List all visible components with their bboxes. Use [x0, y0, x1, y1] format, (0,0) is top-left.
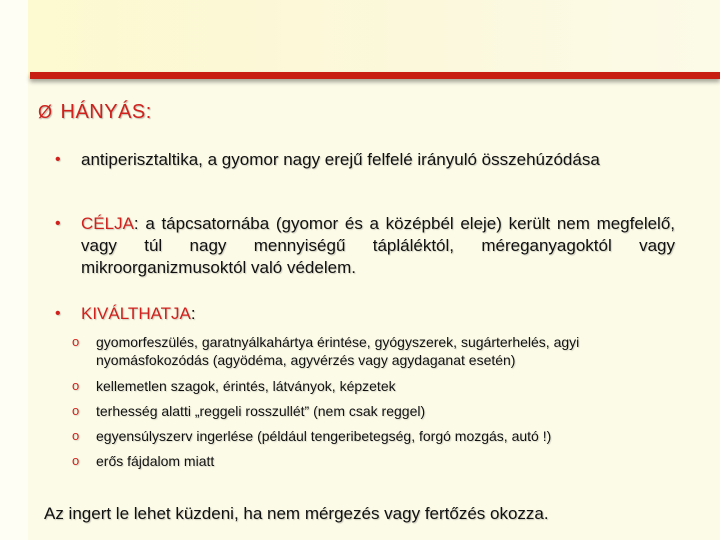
section-heading	[38, 101, 152, 124]
sub-item-text: gyomorfeszülés, garatnyálkahártya érintése, gyógyszerek, sugárterhelés, agyi nyomásfokozódás (agyödéma, agyvérzés vagy agydaganat esetén)	[96, 334, 580, 368]
sub-item-text: egyensúlyszerv ingerlése (például tengeribetegség, forgó mozgás, autó !)	[96, 428, 552, 444]
bullet-item-purpose	[55, 213, 675, 279]
ring-bullet-icon: o	[72, 403, 80, 418]
bullet-dot-icon: •	[55, 151, 61, 168]
bullet-item-definition	[55, 149, 675, 171]
left-strip	[0, 0, 28, 540]
purpose-text: a tápcsatornába (gyomor és a középbél eleje) került nem megfelelő, vagy túl nagy mennyiségű tápláléktól, méreganyagoktól vagy mikroorganizmusoktól való védelem.	[81, 214, 675, 277]
ring-bullet-icon: o	[72, 428, 80, 443]
sub-list-item	[72, 333, 687, 369]
title-divider	[30, 72, 720, 79]
sub-list-item	[72, 452, 687, 470]
arrow-bullet-icon: Ø	[38, 102, 53, 122]
purpose-colon: :	[133, 214, 139, 233]
sub-item-text: terhesség alatti „reggeli rosszullét” (nem csak reggel)	[96, 403, 426, 419]
bullet-dot-icon: •	[55, 305, 61, 322]
sub-list-item	[72, 402, 687, 420]
section-heading-text: HÁNYÁS:	[60, 101, 152, 123]
purpose-label: CÉLJA	[81, 214, 134, 233]
sub-item-text: kellemetlen szagok, érintés, látványok, képzetek	[96, 378, 396, 394]
sub-list-item	[72, 427, 687, 445]
triggers-label: KIVÁLTHATJA	[81, 304, 191, 323]
ring-bullet-icon: o	[72, 378, 80, 393]
title-band	[0, 0, 720, 78]
sub-item-text: erős fájdalom miatt	[96, 453, 215, 469]
ring-bullet-icon: o	[72, 453, 80, 468]
ring-bullet-icon: o	[72, 334, 80, 349]
sub-list-item	[72, 377, 687, 395]
conclusion-text: Az ingert le lehet küzdeni, ha nem mérgezés vagy fertőzés okozza.	[44, 504, 549, 523]
bullet-dot-icon: •	[55, 215, 61, 232]
triggers-colon: :	[190, 304, 196, 323]
bullet-text: antiperisztaltika, a gyomor nagy erejű felfelé irányuló összehúzódása	[81, 150, 600, 169]
bullet-item-triggers	[55, 303, 675, 325]
